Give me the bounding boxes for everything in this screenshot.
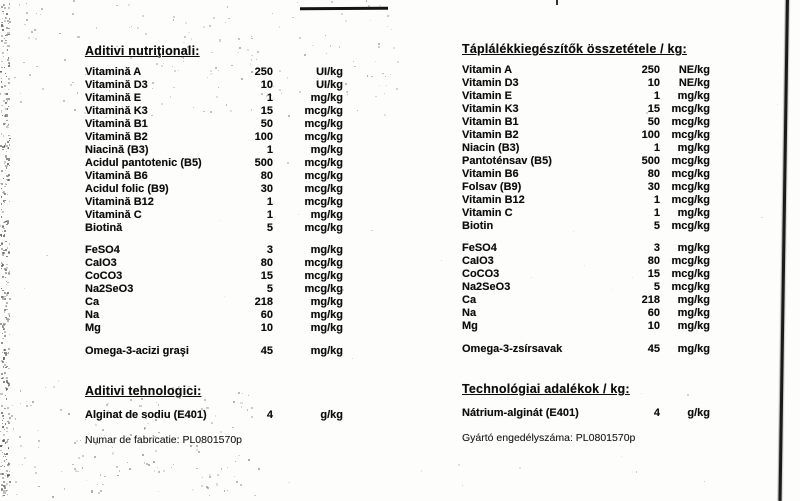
row-label: Na	[85, 309, 100, 321]
table-row	[462, 142, 710, 155]
row-unit: mcg/kg	[671, 116, 710, 128]
section-title-nutritional-additives: Aditivi nutriţionali:	[85, 44, 200, 58]
row-unit: mcg/kg	[671, 155, 710, 167]
vitamins-table	[85, 66, 343, 235]
table-row	[85, 409, 343, 422]
row-unit: mg/kg	[677, 207, 710, 219]
row-label: Vitamin A	[462, 64, 513, 76]
row-unit: mg/kg	[677, 343, 710, 355]
table-row	[85, 270, 343, 283]
row-unit: mcg/kg	[671, 194, 710, 206]
section-title-tech-additives: Technológiai adalékok / kg:	[462, 382, 630, 396]
row-label: Vitamină B12	[85, 196, 154, 208]
row-label: Vitamin K3	[462, 103, 519, 115]
table-row	[85, 170, 343, 183]
table-row	[462, 129, 710, 142]
row-value: 1	[653, 207, 660, 219]
row-value: 3	[653, 242, 660, 254]
row-value: 1	[266, 92, 273, 104]
manufacturing-number-line: Gyártó engedélyszáma: PL0801570p	[462, 432, 636, 444]
row-unit: mcg/kg	[304, 118, 343, 130]
row-unit: mcg/kg	[671, 281, 710, 293]
row-label: Vitamină E	[85, 92, 142, 104]
row-value: 10	[260, 79, 273, 91]
table-row	[85, 345, 343, 358]
row-value: 15	[647, 103, 660, 115]
row-value: 250	[254, 66, 273, 78]
row-value: 1	[653, 142, 660, 154]
omega-table	[85, 345, 343, 358]
row-value: 5	[653, 281, 660, 293]
row-label: Vitamină B2	[85, 131, 148, 143]
scan-top-tick	[556, 0, 558, 5]
table-row	[85, 183, 343, 196]
table-row	[462, 103, 710, 116]
table-row	[85, 105, 343, 118]
row-value: 15	[647, 268, 660, 280]
row-label: Nátrium-alginát (E401)	[462, 407, 579, 419]
row-value: 5	[266, 222, 273, 234]
row-label: Acidul pantotenic (B5)	[85, 157, 202, 169]
row-unit: NE/kg	[678, 64, 710, 76]
row-unit: g/kg	[687, 407, 710, 419]
table-row	[462, 168, 710, 181]
row-unit: mcg/kg	[304, 105, 343, 117]
row-unit: mcg/kg	[304, 183, 343, 195]
row-value: 15	[260, 270, 273, 282]
row-label: CaIO3	[85, 257, 117, 269]
row-value: 10	[260, 322, 273, 334]
row-label: Niacin (B3)	[462, 142, 520, 154]
row-value: 80	[647, 168, 660, 180]
row-label: Na2SeO3	[85, 283, 134, 295]
row-label: Vitamin E	[462, 90, 512, 102]
row-value: 15	[260, 105, 273, 117]
table-row	[462, 294, 710, 307]
row-value: 4	[266, 409, 273, 421]
row-value: 50	[647, 116, 660, 128]
row-label: Vitamin B2	[462, 129, 519, 141]
table-row	[85, 283, 343, 296]
row-value: 10	[647, 77, 660, 89]
row-value: 30	[647, 181, 660, 193]
omega-table	[462, 343, 710, 356]
row-unit: mcg/kg	[304, 196, 343, 208]
row-label: Vitamină C	[85, 209, 142, 221]
row-label: Alginat de sodiu (E401)	[85, 409, 207, 421]
row-value: 1	[266, 144, 273, 156]
row-unit: mcg/kg	[671, 255, 710, 267]
row-unit: mcg/kg	[304, 157, 343, 169]
row-value: 1	[266, 209, 273, 221]
table-row	[462, 207, 710, 220]
row-unit: mcg/kg	[304, 283, 343, 295]
column-romanian	[85, 44, 343, 447]
table-row	[462, 281, 710, 294]
row-unit: mg/kg	[310, 296, 343, 308]
table-row	[85, 309, 343, 322]
row-value: 45	[260, 345, 273, 357]
row-label: Na	[462, 307, 477, 319]
row-label: Vitamin B12	[462, 194, 525, 206]
row-label: FeSO4	[85, 244, 120, 256]
row-label: Ca	[85, 296, 100, 308]
table-row	[462, 155, 710, 168]
row-value: 60	[647, 307, 660, 319]
row-value: 3	[266, 244, 273, 256]
table-row	[85, 222, 343, 235]
row-unit: NE/kg	[678, 77, 710, 89]
row-value: 218	[254, 296, 273, 308]
row-value: 80	[647, 255, 660, 267]
table-row	[462, 320, 710, 333]
row-label: Vitamin C	[462, 207, 513, 219]
row-label: Vitamină D3	[85, 79, 148, 91]
table-row	[85, 257, 343, 270]
row-unit: mg/kg	[677, 90, 710, 102]
table-row	[462, 90, 710, 103]
row-label: Vitamină B6	[85, 170, 148, 182]
table-row	[462, 343, 710, 356]
minerals-table	[85, 244, 343, 335]
row-unit: mcg/kg	[304, 270, 343, 282]
table-row	[85, 66, 343, 79]
row-unit: mcg/kg	[671, 268, 710, 280]
table-row	[85, 244, 343, 257]
row-unit: mg/kg	[677, 307, 710, 319]
table-row	[85, 131, 343, 144]
row-unit: mg/kg	[310, 244, 343, 256]
row-unit: mcg/kg	[671, 103, 710, 115]
row-value: 10	[647, 320, 660, 332]
row-value: 1	[653, 90, 660, 102]
row-label: Vitamin D3	[462, 77, 519, 89]
table-row	[85, 157, 343, 170]
row-unit: mg/kg	[310, 209, 343, 221]
scan-page-edge-line	[779, 0, 789, 501]
table-row	[85, 79, 343, 92]
row-label: CoCO3	[462, 268, 500, 280]
table-row	[462, 255, 710, 268]
row-unit: g/kg	[320, 409, 343, 421]
row-label: Biotin	[462, 220, 494, 232]
row-value: 50	[260, 118, 273, 130]
table-row	[462, 242, 710, 255]
row-unit: mg/kg	[677, 142, 710, 154]
row-value: 45	[647, 343, 660, 355]
row-unit: mcg/kg	[304, 222, 343, 234]
tech-additives-table	[85, 409, 343, 422]
row-label: Omega-3-zsírsavak	[462, 343, 563, 355]
row-unit: mg/kg	[310, 309, 343, 321]
table-row	[462, 77, 710, 90]
row-value: 250	[641, 64, 660, 76]
row-value: 4	[653, 407, 660, 419]
row-value: 60	[260, 309, 273, 321]
row-value: 1	[266, 196, 273, 208]
table-row	[85, 92, 343, 105]
column-hungarian	[462, 42, 710, 445]
row-label: Vitamină A	[85, 66, 142, 78]
table-row	[462, 407, 710, 420]
row-label: FeSO4	[462, 242, 497, 254]
table-row	[85, 118, 343, 131]
row-label: Niacină (B3)	[85, 144, 149, 156]
row-value: 5	[266, 283, 273, 295]
minerals-table	[462, 242, 710, 333]
table-row	[462, 116, 710, 129]
row-unit: mcg/kg	[671, 220, 710, 232]
row-label: CaIO3	[462, 255, 494, 267]
row-label: Acidul folic (B9)	[85, 183, 169, 195]
row-label: Mg	[462, 320, 478, 332]
row-label: Mg	[85, 322, 101, 334]
row-unit: mcg/kg	[304, 131, 343, 143]
manufacturing-number-line: Numar de fabricatie: PL0801570p	[85, 434, 243, 446]
row-unit: mcg/kg	[304, 170, 343, 182]
table-row	[85, 144, 343, 157]
row-value: 500	[254, 157, 273, 169]
table-row	[85, 322, 343, 335]
row-value: 5	[653, 220, 660, 232]
row-label: Vitamin B1	[462, 116, 519, 128]
table-row	[85, 196, 343, 209]
row-label: Omega-3-acizi graşi	[85, 345, 189, 357]
table-row	[462, 194, 710, 207]
row-label: Ca	[462, 294, 477, 306]
table-row	[462, 268, 710, 281]
section-title-tech-additives: Aditivi tehnologici:	[85, 384, 202, 398]
row-label: Folsav (B9)	[462, 181, 522, 193]
row-label: Vitamină B1	[85, 118, 148, 130]
row-value: 30	[260, 183, 273, 195]
row-unit: UI/kg	[316, 79, 343, 91]
section-title-nutritional-additives: Táplálékkiegészítők összetétele / kg:	[462, 42, 687, 56]
row-unit: mg/kg	[310, 345, 343, 357]
row-unit: mcg/kg	[671, 129, 710, 141]
scan-top-mark	[300, 7, 388, 10]
row-value: 218	[641, 294, 660, 306]
row-unit: mcg/kg	[671, 181, 710, 193]
vitamins-table	[462, 64, 710, 233]
row-unit: mg/kg	[310, 322, 343, 334]
tech-additives-table	[462, 407, 710, 420]
row-value: 500	[641, 155, 660, 167]
table-row	[462, 64, 710, 77]
row-value: 100	[254, 131, 273, 143]
row-label: Vitamină K3	[85, 105, 148, 117]
row-value: 100	[641, 129, 660, 141]
row-label: Na2SeO3	[462, 281, 511, 293]
table-row	[85, 209, 343, 222]
row-unit: mg/kg	[310, 144, 343, 156]
row-unit: mcg/kg	[304, 257, 343, 269]
row-unit: mg/kg	[677, 242, 710, 254]
table-row	[462, 307, 710, 320]
row-label: Pantoténsav (B5)	[462, 155, 552, 167]
row-unit: mcg/kg	[671, 168, 710, 180]
table-row	[462, 181, 710, 194]
row-label: CoCO3	[85, 270, 123, 282]
table-row	[462, 220, 710, 233]
table-row	[85, 296, 343, 309]
row-value: 80	[260, 257, 273, 269]
row-unit: UI/kg	[316, 66, 343, 78]
row-label: Vitamin B6	[462, 168, 519, 180]
row-label: Biotină	[85, 222, 123, 234]
row-value: 1	[653, 194, 660, 206]
row-unit: mg/kg	[677, 320, 710, 332]
row-value: 80	[260, 170, 273, 182]
row-unit: mg/kg	[677, 294, 710, 306]
row-unit: mg/kg	[310, 92, 343, 104]
